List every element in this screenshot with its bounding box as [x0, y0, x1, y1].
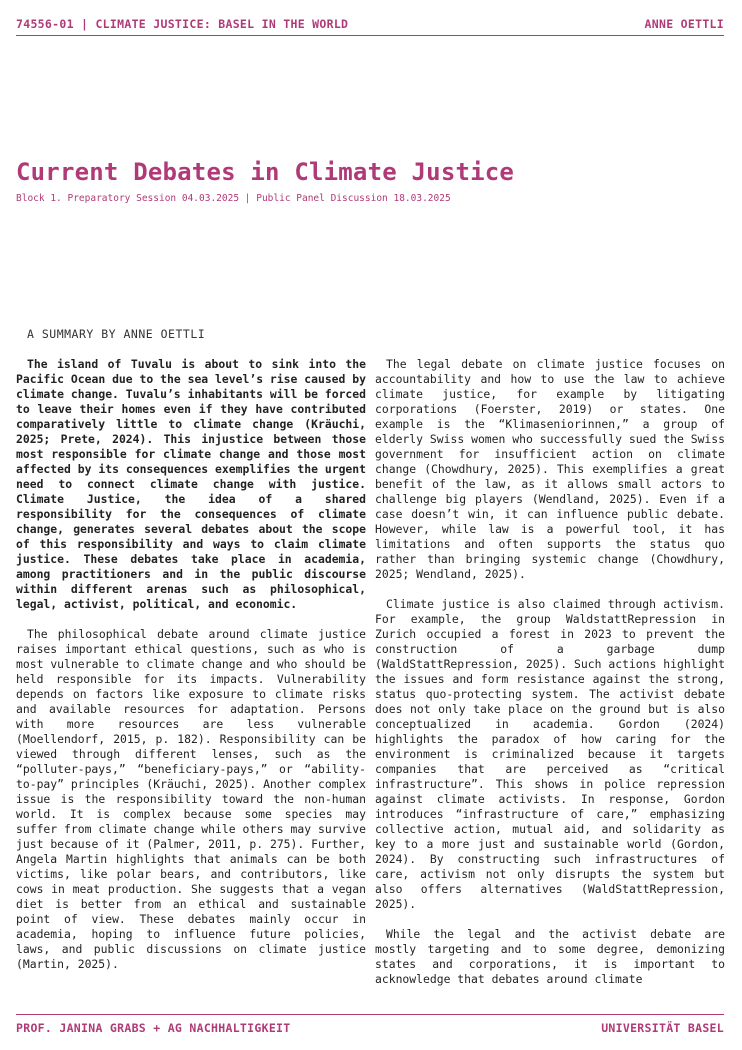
- continuation-paragraph: While the legal and the activist debate are mostly targeting and to some degree, demonizing states and corporations, it is important to acknowledge that debates around climate: [375, 927, 725, 986]
- left-column: [16, 357, 366, 987]
- activist-debate-paragraph: Climate justice is also claimed through activism. For example, the group WaldstattRepression in Zurich occupied a forest in 2023 to prevent the construction of a garbage dump (WaldStattRepression, 2025). Such actions highlight the issues and form resistance against the strong, status quo-protecting system. The activist debate does not only take place on the ground but is also conceptualized in academia. Gordon (2024) highlights the paradox of how caring for the environment is criminalized because it targets companies that are perceived as “critical infrastructure”. This shows in police repression against climate activists. In response, Gordon introduces “infrastructure of care,” emphasizing collective action, mutual aid, and solidarity as key to a more just and sustainable world (Gordon, 2024). By constructing such infrastructures of care, activism not only disrupts the system but also offers alternatives (WaldStattRepression, 2025).: [375, 597, 725, 911]
- right-column: [375, 357, 725, 1002]
- header-course: 74556-01 | CLIMATE JUSTICE: BASEL IN THE WORLD: [16, 17, 349, 31]
- page-footer: [16, 1021, 724, 1035]
- page-title: Current Debates in Climate Justice: [16, 158, 515, 186]
- page-header: [16, 17, 724, 31]
- footer-instructors: PROF. JANINA GRABS + AG NACHHALTIGKEIT: [16, 1021, 291, 1035]
- header-author: ANNE OETTLI: [644, 17, 724, 31]
- legal-debate-paragraph: The legal debate on climate justice focuses on accountability and how to use the law to achieve climate justice, for example by litigating corporations (Foerster, 2019) or states. One example is the “Klimaseniorinnen,” a group of elderly Swiss women who successfully sued the Swiss government for insufficient action on climate change (Chowdhury, 2025). This exemplifies a great benefit of the law, as it allows small actors to challenge big players (Wendland, 2025). Even if a case doesn’t win, it can influence public debate. However, while law is a powerful tool, it has limitations and often supports the status quo rather than bringing systemic change (Chowdhury, 2025; Wendland, 2025).: [375, 357, 725, 581]
- intro-paragraph: The island of Tuvalu is about to sink into the Pacific Ocean due to the sea level’s rise caused by climate change. Tuvalu’s inhabitants will be forced to leave their homes even if they have contributed comparatively little to climate change (Kräuchi, 2025; Prete, 2024). This injustice between those most responsible for climate change and those most affected by its consequences exemplifies the urgent need to connect climate change with justice. Climate Justice, the idea of a shared responsibility for the consequences of climate change, generates several debates about the scope of this responsibility and ways to claim climate justice. These debates take place in academia, among practitioners and in the public discourse within different arenas such as philosophical, legal, activist, political, and economic.: [16, 357, 366, 611]
- philosophical-debate-paragraph: The philosophical debate around climate justice raises important ethical questions, such as who is most vulnerable to climate change and who should be held responsible for its impacts. Vulnerability depends on factors like exposure to climate risks and available resources for adaptation. Persons with more resources are less vulnerable (Moellendorf, 2015, p. 182). Responsibility can be viewed through different lenses, such as the “polluter-pays,” “beneficiary-pays,” or “ability-to-pay” principles (Kräuchi, 2025). Another complex issue is the responsibility toward the non-human world. It is complex because some species may suffer from climate change while others may survive just because of it (Palmer, 2011, p. 275). Further, Angela Martin highlights that animals can be both victims, like polar bears, and contributors, like cows in meat production. She suggests that a vegan diet is better from an ethical and sustainable point of view. These debates mainly occur in academia, hoping to influence future policies, laws, and public discussions on climate justice (Martin, 2025).: [16, 627, 366, 971]
- footer-university: UNIVERSITÄT BASEL: [601, 1021, 724, 1035]
- footer-divider: [16, 1014, 724, 1015]
- header-divider: [16, 35, 724, 36]
- summary-byline: A SUMMARY BY ANNE OETTLI: [27, 327, 206, 341]
- page-subtitle: Block 1. Preparatory Session 04.03.2025 | Public Panel Discussion 18.03.2025: [16, 193, 451, 204]
